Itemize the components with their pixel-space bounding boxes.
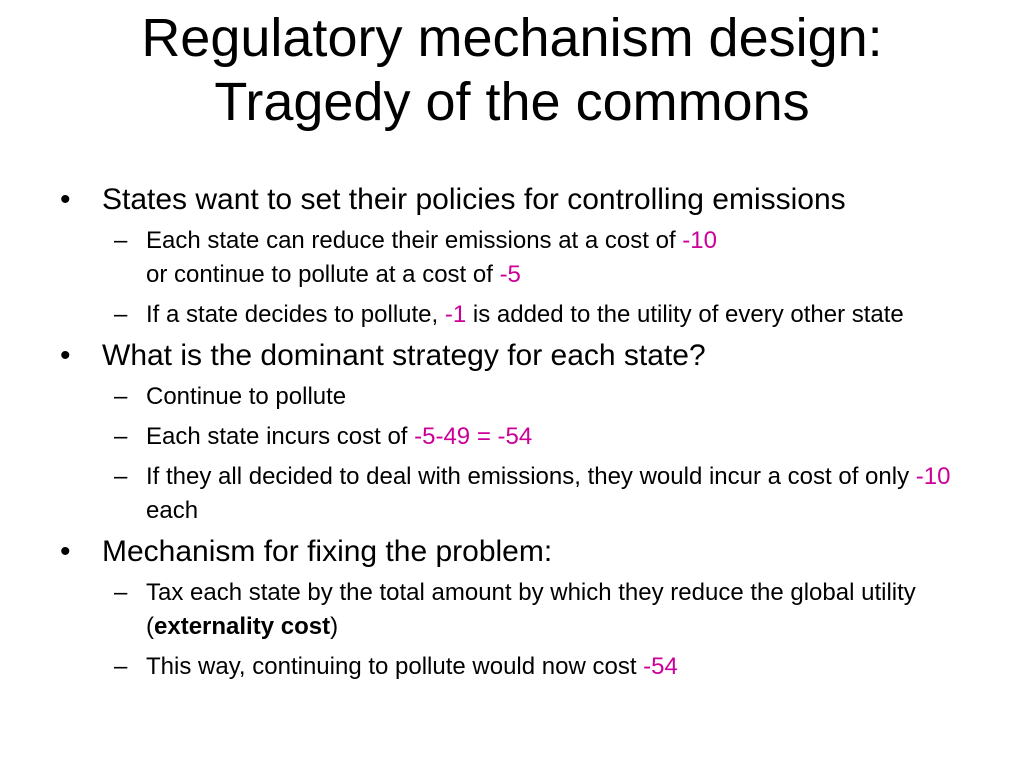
bullet-item xyxy=(0,534,1002,570)
sub-bullet-text: If they all decided to deal with emissions, they would incur a cost of only xyxy=(146,463,916,490)
sub-bullet-item xyxy=(0,380,966,414)
dash-marker: – xyxy=(114,463,128,490)
slide-title-line-2: Tragedy of the commons xyxy=(214,72,810,132)
slide-title-line-1: Regulatory mechanism design: xyxy=(141,8,883,68)
sub-bullet-text: If a state decides to pollute, xyxy=(146,301,445,328)
sub-bullet-text: or continue to pollute at a cost of xyxy=(146,261,500,288)
sub-bullet-item xyxy=(0,650,966,684)
sub-bullet-text: each xyxy=(146,497,199,524)
highlight-value: -1 xyxy=(444,301,467,328)
dash-marker: – xyxy=(114,383,128,410)
sub-bullet-item xyxy=(0,460,966,528)
sub-bullet-text: Continue to pollute xyxy=(146,383,347,410)
dash-marker: – xyxy=(114,301,128,328)
sub-bullet-item xyxy=(0,576,966,644)
highlight-value: -5 xyxy=(499,261,521,288)
sub-bullet-text: This way, continuing to pollute would now cost xyxy=(146,653,644,680)
highlight-value: -10 xyxy=(915,463,951,490)
bullet-marker: • xyxy=(60,535,71,568)
dash-marker: – xyxy=(114,423,128,450)
bullet-marker: • xyxy=(60,339,71,372)
bold-term: externality cost xyxy=(154,613,331,640)
bullet-marker: • xyxy=(60,183,71,216)
bullet-item xyxy=(0,182,1002,218)
dash-marker: – xyxy=(114,227,128,254)
highlight-value: -10 xyxy=(682,227,717,254)
slide-title xyxy=(0,6,1024,134)
sub-bullet-text: Tax each state by the total amount by which they reduce the global utility ( xyxy=(146,579,916,640)
slide-content xyxy=(0,182,1024,690)
dash-marker: – xyxy=(114,579,128,606)
sub-bullet-text: Each state can reduce their emissions at a cost of xyxy=(146,227,683,254)
highlight-value: -5-49 = -54 xyxy=(414,423,533,450)
sub-bullet-text: is added to the utility of every other state xyxy=(466,301,904,328)
sub-bullet-item xyxy=(0,420,966,454)
highlight-value: -54 xyxy=(643,653,678,680)
bullet-item xyxy=(0,338,1002,374)
dash-marker: – xyxy=(114,653,128,680)
sub-bullet-text: ) xyxy=(330,613,339,640)
bullet-text: What is the dominant strategy for each state? xyxy=(102,339,706,372)
bullet-text: Mechanism for fixing the problem: xyxy=(102,535,553,568)
sub-bullet-item xyxy=(0,224,966,292)
sub-bullet-text: Each state incurs cost of xyxy=(146,423,415,450)
bullet-text: States want to set their policies for controlling emissions xyxy=(102,183,846,216)
sub-bullet-item xyxy=(0,298,966,332)
